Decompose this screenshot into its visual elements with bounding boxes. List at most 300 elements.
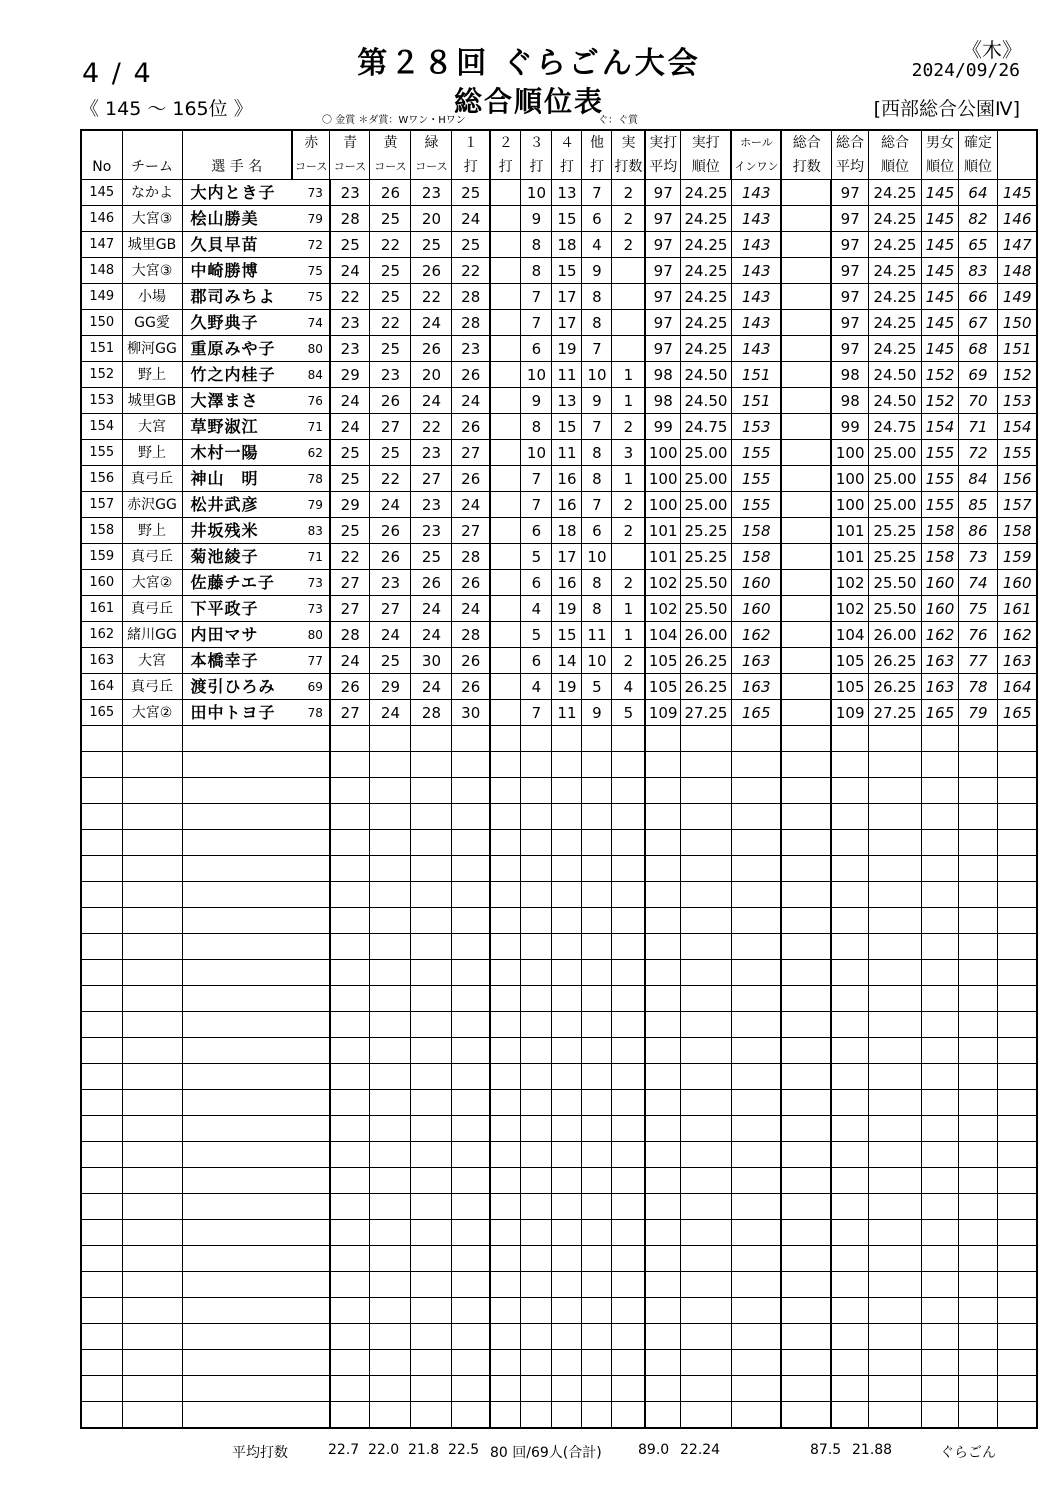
header-top-10: ４ <box>552 130 582 155</box>
empty-row <box>81 1012 1037 1038</box>
header-bottom-8: 打 <box>490 155 521 180</box>
empty-cell <box>370 1194 411 1220</box>
empty-cell <box>370 1090 411 1116</box>
cell-one <box>490 492 521 518</box>
table-row <box>81 596 1037 622</box>
cell-team: 野上 <box>122 518 182 544</box>
cell-other: 2 <box>612 180 646 206</box>
table-body <box>81 180 1037 1429</box>
empty-cell <box>370 1272 411 1298</box>
cell-no: 157 <box>81 492 122 518</box>
cell-final: 163 <box>997 648 1037 674</box>
empty-cell <box>731 1142 781 1168</box>
cell-total: 109 <box>831 700 868 726</box>
name-cell <box>182 648 330 674</box>
empty-cell <box>122 830 182 856</box>
empty-cell <box>490 1116 521 1142</box>
cell-total: 97 <box>831 284 868 310</box>
cell-trank: 152 <box>921 388 958 414</box>
empty-cell <box>521 752 552 778</box>
cell-total: 105 <box>831 648 868 674</box>
name-cell <box>182 544 330 570</box>
empty-cell <box>645 960 680 986</box>
name-cell <box>182 596 330 622</box>
cell-three: 15 <box>552 622 582 648</box>
name-cell <box>182 622 330 648</box>
table-row <box>81 440 1037 466</box>
cell-gender: 77 <box>958 648 997 674</box>
cell-one <box>490 544 521 570</box>
cell-tavg: 25.50 <box>868 596 921 622</box>
empty-cell <box>831 986 868 1012</box>
cell-total: 101 <box>831 518 868 544</box>
player-name: 松井武彦 <box>190 494 259 514</box>
gu-award-legend: ぐ：ぐ賞 <box>598 115 638 126</box>
cell-hio <box>781 206 831 232</box>
cell-tavg: 27.25 <box>868 700 921 726</box>
empty-cell <box>552 726 582 752</box>
empty-cell <box>645 908 680 934</box>
empty-cell <box>552 1012 582 1038</box>
empty-cell <box>521 1298 552 1324</box>
player-name: 桧山勝美 <box>190 208 259 228</box>
empty-cell <box>411 778 452 804</box>
player-age: 79 <box>307 212 323 226</box>
empty-cell <box>731 1376 781 1402</box>
empty-cell <box>868 1324 921 1350</box>
cell-red: 23 <box>330 336 370 362</box>
footer-total-avg: 21.88 <box>852 1442 893 1458</box>
empty-cell <box>731 804 781 830</box>
empty-row <box>81 856 1037 882</box>
cell-blue: 27 <box>370 414 411 440</box>
cell-tavg: 24.25 <box>868 206 921 232</box>
empty-cell <box>411 1168 452 1194</box>
empty-cell <box>680 960 731 986</box>
cell-two: 7 <box>521 310 552 336</box>
cell-rank: 153 <box>731 414 781 440</box>
cell-final: 152 <box>997 362 1037 388</box>
player-name: 田中トヨ子 <box>190 702 276 722</box>
empty-cell <box>921 934 958 960</box>
empty-cell <box>452 1246 490 1272</box>
cell-trank: 154 <box>921 414 958 440</box>
empty-cell <box>680 1272 731 1298</box>
header-top-0 <box>81 130 122 155</box>
empty-cell <box>370 1350 411 1376</box>
cell-tavg: 24.25 <box>868 258 921 284</box>
cell-three: 18 <box>552 232 582 258</box>
cell-tavg: 26.25 <box>868 648 921 674</box>
empty-cell <box>330 1168 370 1194</box>
cell-three: 17 <box>552 544 582 570</box>
cell-blue: 26 <box>370 180 411 206</box>
empty-cell <box>552 1038 582 1064</box>
empty-cell <box>645 1350 680 1376</box>
empty-cell <box>81 856 122 882</box>
cell-team: なかよ <box>122 180 182 206</box>
player-age: 79 <box>307 498 323 512</box>
empty-cell <box>521 882 552 908</box>
empty-cell <box>680 1220 731 1246</box>
header-bottom-5: コース <box>370 155 411 180</box>
empty-cell <box>521 1324 552 1350</box>
empty-cell <box>781 1220 831 1246</box>
cell-final: 159 <box>997 544 1037 570</box>
empty-cell <box>411 908 452 934</box>
cell-final: 153 <box>997 388 1037 414</box>
cell-green: 22 <box>452 258 490 284</box>
empty-row <box>81 1038 1037 1064</box>
empty-cell <box>330 726 370 752</box>
cell-three: 16 <box>552 492 582 518</box>
cell-yellow: 23 <box>411 518 452 544</box>
empty-cell <box>81 1376 122 1402</box>
empty-cell <box>680 1090 731 1116</box>
empty-cell <box>490 908 521 934</box>
empty-cell <box>582 804 612 830</box>
cell-tavg: 24.25 <box>868 284 921 310</box>
cell-hio <box>781 310 831 336</box>
cell-one <box>490 180 521 206</box>
empty-cell <box>921 1298 958 1324</box>
cell-hio <box>781 466 831 492</box>
player-name: 重原みや子 <box>190 338 276 358</box>
empty-cell <box>612 882 646 908</box>
empty-cell <box>490 1220 521 1246</box>
empty-cell <box>182 778 330 804</box>
empty-cell <box>490 1298 521 1324</box>
empty-cell <box>958 934 997 960</box>
header-top-9: ３ <box>521 130 552 155</box>
empty-cell <box>958 804 997 830</box>
empty-cell <box>411 752 452 778</box>
empty-cell <box>921 986 958 1012</box>
empty-cell <box>81 1272 122 1298</box>
empty-cell <box>680 804 731 830</box>
header-row-bottom <box>81 155 1037 180</box>
empty-cell <box>645 1168 680 1194</box>
cell-one <box>490 570 521 596</box>
empty-cell <box>731 882 781 908</box>
cell-gender: 82 <box>958 206 997 232</box>
footer-avg-strokes: 89.0 <box>638 1442 670 1458</box>
empty-cell <box>958 1220 997 1246</box>
empty-cell <box>921 1220 958 1246</box>
empty-row <box>81 986 1037 1012</box>
page-subtitle: 総合順位表 <box>453 85 604 118</box>
empty-cell <box>81 1064 122 1090</box>
cell-green: 30 <box>452 700 490 726</box>
cell-team: 大宮② <box>122 700 182 726</box>
empty-cell <box>521 830 552 856</box>
cell-final: 162 <box>997 622 1037 648</box>
cell-trank: 155 <box>921 492 958 518</box>
empty-cell <box>645 752 680 778</box>
empty-cell <box>921 1168 958 1194</box>
empty-cell <box>612 1090 646 1116</box>
cell-four: 8 <box>582 284 612 310</box>
cell-red: 24 <box>330 388 370 414</box>
empty-cell <box>582 1142 612 1168</box>
cell-final: 148 <box>997 258 1037 284</box>
empty-cell <box>552 1246 582 1272</box>
empty-row <box>81 804 1037 830</box>
name-cell <box>182 362 330 388</box>
empty-cell <box>521 856 552 882</box>
empty-cell <box>997 1324 1037 1350</box>
empty-cell <box>997 1402 1037 1429</box>
cell-one <box>490 336 521 362</box>
empty-cell <box>330 1116 370 1142</box>
empty-cell <box>330 1090 370 1116</box>
name-cell <box>182 310 330 336</box>
cell-trank: 162 <box>921 622 958 648</box>
empty-cell <box>645 1402 680 1429</box>
header-top-2 <box>182 130 292 155</box>
cell-no: 155 <box>81 440 122 466</box>
name-cell <box>182 466 330 492</box>
cell-team: 城里GB <box>122 388 182 414</box>
cell-total: 100 <box>831 466 868 492</box>
empty-cell <box>452 1090 490 1116</box>
empty-cell <box>81 1298 122 1324</box>
cell-four: 8 <box>582 466 612 492</box>
empty-row <box>81 1402 1037 1429</box>
cell-one <box>490 622 521 648</box>
empty-cell <box>370 1324 411 1350</box>
empty-cell <box>731 1246 781 1272</box>
empty-cell <box>645 986 680 1012</box>
empty-cell <box>552 934 582 960</box>
cell-no: 156 <box>81 466 122 492</box>
cell-hio <box>781 596 831 622</box>
cell-hio <box>781 622 831 648</box>
empty-cell <box>490 960 521 986</box>
empty-cell <box>521 1116 552 1142</box>
header-bottom-15: インワン <box>731 155 781 180</box>
cell-green: 24 <box>452 388 490 414</box>
empty-cell <box>731 1324 781 1350</box>
cell-total: 104 <box>831 622 868 648</box>
cell-one <box>490 466 521 492</box>
empty-cell <box>411 1246 452 1272</box>
empty-cell <box>582 1090 612 1116</box>
empty-cell <box>81 1324 122 1350</box>
empty-cell <box>122 1272 182 1298</box>
cell-red: 23 <box>330 310 370 336</box>
name-cell <box>182 518 330 544</box>
cell-rank: 162 <box>731 622 781 648</box>
cell-three: 13 <box>552 180 582 206</box>
empty-cell <box>182 830 330 856</box>
table-row <box>81 622 1037 648</box>
cell-yellow: 23 <box>411 440 452 466</box>
empty-cell <box>868 1272 921 1298</box>
empty-cell <box>521 960 552 986</box>
empty-cell <box>330 1220 370 1246</box>
empty-cell <box>582 1272 612 1298</box>
player-age: 84 <box>307 368 323 382</box>
table-row <box>81 700 1037 726</box>
cell-three: 17 <box>552 310 582 336</box>
empty-cell <box>370 1376 411 1402</box>
empty-cell <box>680 726 731 752</box>
cell-no: 164 <box>81 674 122 700</box>
cell-red: 22 <box>330 544 370 570</box>
cell-two: 5 <box>521 622 552 648</box>
empty-cell <box>122 1142 182 1168</box>
cell-no: 145 <box>81 180 122 206</box>
empty-cell <box>781 1090 831 1116</box>
empty-row <box>81 934 1037 960</box>
player-name: 佐藤チエ子 <box>190 572 275 592</box>
empty-cell <box>781 1246 831 1272</box>
cell-four: 7 <box>582 492 612 518</box>
empty-cell <box>452 1194 490 1220</box>
empty-cell <box>958 726 997 752</box>
cell-strokes: 97 <box>645 206 680 232</box>
empty-cell <box>582 1324 612 1350</box>
empty-cell <box>411 934 452 960</box>
header-top-17: 総合 <box>831 130 868 155</box>
cell-gender: 66 <box>958 284 997 310</box>
empty-cell <box>921 778 958 804</box>
cell-three: 19 <box>552 596 582 622</box>
empty-cell <box>411 1194 452 1220</box>
cell-rank: 163 <box>731 648 781 674</box>
cell-blue: 25 <box>370 648 411 674</box>
empty-cell <box>411 1402 452 1429</box>
cell-gender: 79 <box>958 700 997 726</box>
cell-total: 97 <box>831 180 868 206</box>
empty-cell <box>370 1246 411 1272</box>
empty-cell <box>731 1298 781 1324</box>
cell-trank: 158 <box>921 518 958 544</box>
empty-cell <box>552 1220 582 1246</box>
cell-no: 152 <box>81 362 122 388</box>
cell-other: 4 <box>612 674 646 700</box>
player-name: 郡司みちよ <box>190 286 276 306</box>
empty-cell <box>370 1012 411 1038</box>
empty-cell <box>831 830 868 856</box>
empty-cell <box>452 1324 490 1350</box>
empty-cell <box>452 752 490 778</box>
empty-row <box>81 882 1037 908</box>
empty-cell <box>521 1376 552 1402</box>
empty-cell <box>831 752 868 778</box>
venue: [西部総合公園Ⅳ] <box>873 98 1020 120</box>
empty-cell <box>831 908 868 934</box>
empty-cell <box>680 1376 731 1402</box>
cell-hio <box>781 180 831 206</box>
cell-total: 100 <box>831 440 868 466</box>
cell-strokes: 97 <box>645 258 680 284</box>
cell-team: 大宮② <box>122 570 182 596</box>
cell-final: 157 <box>997 492 1037 518</box>
cell-avg: 27.25 <box>680 700 731 726</box>
empty-cell <box>552 1402 582 1429</box>
cell-strokes: 109 <box>645 700 680 726</box>
empty-cell <box>958 1194 997 1220</box>
empty-cell <box>582 830 612 856</box>
cell-total: 102 <box>831 596 868 622</box>
empty-cell <box>452 960 490 986</box>
cell-four: 6 <box>582 206 612 232</box>
empty-cell <box>831 1168 868 1194</box>
empty-cell <box>122 1402 182 1429</box>
cell-yellow: 26 <box>411 336 452 362</box>
empty-cell <box>921 1246 958 1272</box>
empty-cell <box>370 1142 411 1168</box>
cell-four: 8 <box>582 440 612 466</box>
empty-cell <box>645 1298 680 1324</box>
empty-cell <box>831 1350 868 1376</box>
cell-trank: 160 <box>921 570 958 596</box>
empty-cell <box>868 830 921 856</box>
cell-trank: 145 <box>921 258 958 284</box>
cell-avg: 25.25 <box>680 518 731 544</box>
empty-cell <box>552 1324 582 1350</box>
cell-three: 14 <box>552 648 582 674</box>
cell-final: 146 <box>997 206 1037 232</box>
empty-cell <box>612 1402 646 1429</box>
empty-cell <box>452 1012 490 1038</box>
player-age: 78 <box>307 472 323 486</box>
cell-one <box>490 700 521 726</box>
empty-cell <box>452 778 490 804</box>
empty-cell <box>868 1116 921 1142</box>
empty-cell <box>330 1194 370 1220</box>
empty-cell <box>781 1142 831 1168</box>
empty-cell <box>490 830 521 856</box>
empty-cell <box>521 934 552 960</box>
empty-cell <box>330 1402 370 1429</box>
empty-cell <box>731 1064 781 1090</box>
cell-red: 22 <box>330 284 370 310</box>
empty-cell <box>521 986 552 1012</box>
empty-cell <box>330 1038 370 1064</box>
cell-one <box>490 284 521 310</box>
empty-cell <box>521 1142 552 1168</box>
empty-row <box>81 830 1037 856</box>
empty-row <box>81 1272 1037 1298</box>
table-header <box>81 130 1037 180</box>
empty-cell <box>122 856 182 882</box>
empty-cell <box>868 986 921 1012</box>
cell-blue: 25 <box>370 258 411 284</box>
empty-cell <box>731 830 781 856</box>
empty-cell <box>521 1402 552 1429</box>
cell-gender: 75 <box>958 596 997 622</box>
cell-one <box>490 440 521 466</box>
cell-gender: 72 <box>958 440 997 466</box>
cell-rank: 155 <box>731 466 781 492</box>
cell-other: 2 <box>612 492 646 518</box>
empty-cell <box>582 1402 612 1429</box>
empty-row <box>81 1324 1037 1350</box>
empty-cell <box>182 1168 330 1194</box>
empty-cell <box>731 1038 781 1064</box>
empty-cell <box>997 830 1037 856</box>
cell-blue: 24 <box>370 700 411 726</box>
cell-blue: 24 <box>370 622 411 648</box>
empty-cell <box>552 830 582 856</box>
empty-cell <box>645 804 680 830</box>
header-bottom-9: 打 <box>521 155 552 180</box>
cell-four: 4 <box>582 232 612 258</box>
cell-gender: 69 <box>958 362 997 388</box>
